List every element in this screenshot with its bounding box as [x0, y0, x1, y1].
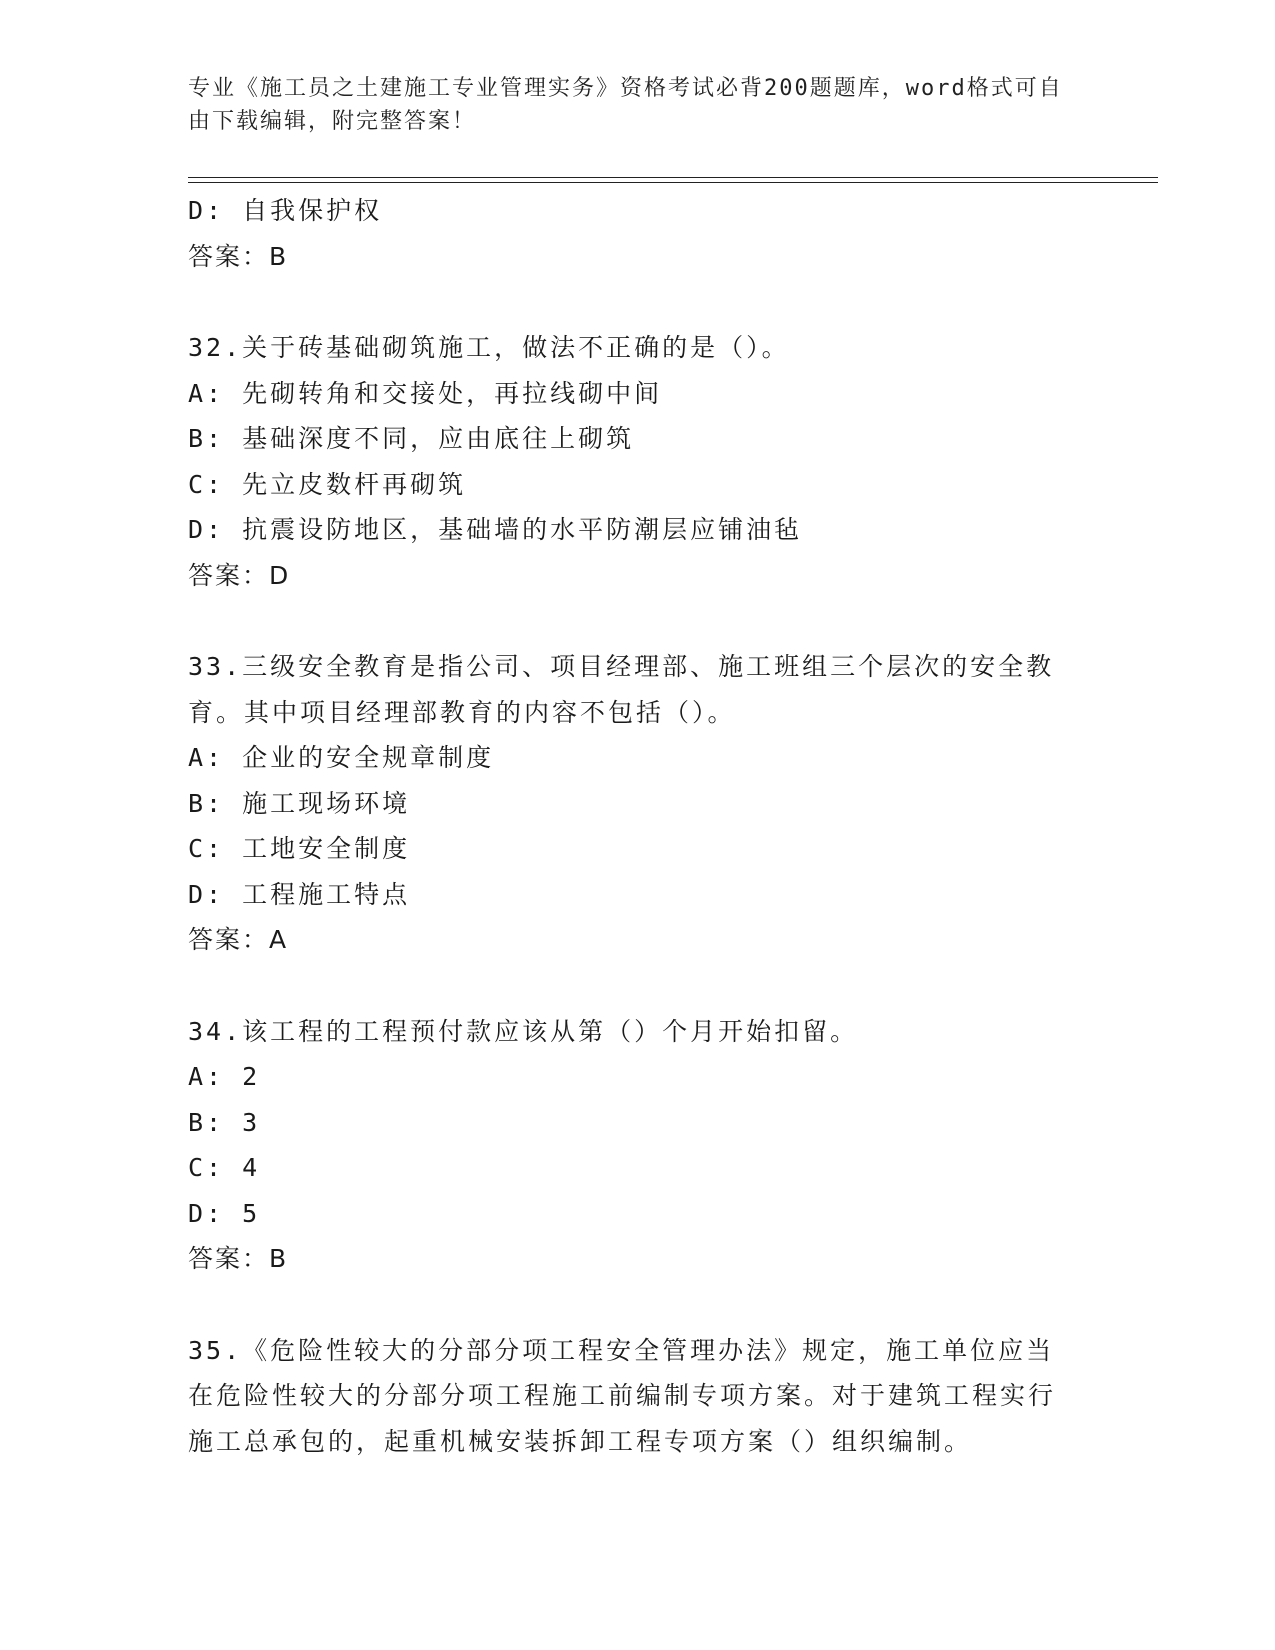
option-a: A: 企业的安全规章制度	[188, 743, 495, 772]
option-d: D: 自我保护权	[188, 196, 383, 225]
header-divider-top	[188, 177, 1158, 178]
page-header: 专业《施工员之土建施工专业管理实务》资格考试必背200题题库，word格式可自由下载编辑，附完整答案！	[188, 76, 1063, 134]
header-divider-bottom	[188, 182, 1158, 183]
spacer	[188, 963, 1078, 1009]
option-c: C: 工地安全制度	[188, 834, 411, 863]
option-b: B: 施工现场环境	[188, 788, 411, 818]
question-stem: 32.关于砖基础砌筑施工，做法不正确的是（）。	[188, 333, 790, 362]
option-a: A: 2	[188, 1062, 261, 1091]
option-a: A: 先砌转角和交接处，再拉线砌中间	[188, 378, 663, 408]
question-block-35	[188, 1328, 1078, 1465]
spacer	[188, 279, 1078, 325]
question-block-32	[188, 325, 1078, 598]
answer-line: 答案：A	[188, 925, 289, 954]
option-d: D: 工程施工特点	[188, 879, 411, 909]
answer-line: 答案：D	[188, 560, 291, 590]
option-d: D: 5	[188, 1198, 261, 1228]
spacer	[188, 1282, 1078, 1328]
question-block-34	[188, 1009, 1078, 1282]
question-block-33	[188, 644, 1078, 963]
option-c: C: 4	[188, 1153, 261, 1182]
question-stem: 35.《危险性较大的分部分项工程安全管理办法》规定，施工单位应当在危险性较大的分部分项工程施工前编制专项方案。对于建筑工程实行施工总承包的，起重机械安装拆卸工程专项方案（）组织编制。	[188, 1335, 1057, 1456]
option-d: D: 抗震设防地区，基础墙的水平防潮层应铺油毡	[188, 515, 803, 544]
answer-line: 答案：B	[188, 1244, 289, 1273]
option-b: B: 3	[188, 1107, 261, 1137]
question-stem: 34.该工程的工程预付款应该从第（）个月开始扣留。	[188, 1016, 859, 1046]
option-b: B: 基础深度不同，应由底往上砌筑	[188, 424, 635, 453]
option-c: C: 先立皮数杆再砌筑	[188, 469, 467, 499]
answer-line: 答案：B	[188, 241, 289, 271]
question-stem: 33.三级安全教育是指公司、项目经理部、施工班组三个层次的安全教育。其中项目经理部教育的内容不包括（）。	[188, 652, 1055, 727]
spacer	[188, 598, 1078, 644]
question-list	[188, 188, 1078, 1464]
